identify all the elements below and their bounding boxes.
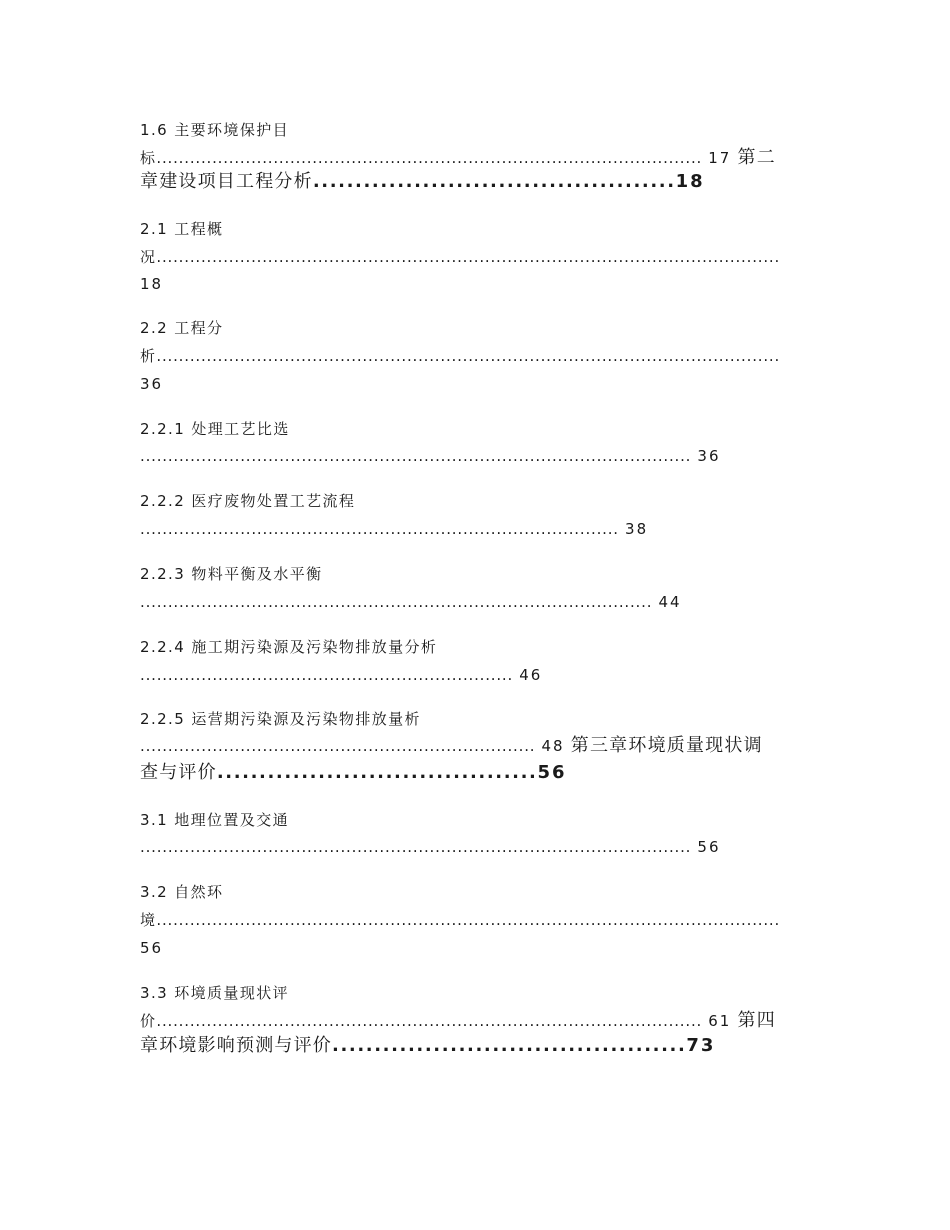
page-number: 18 <box>140 275 164 293</box>
dot-leader: ................................................................................................................ <box>156 248 781 266</box>
dot-leader: ................................................................... <box>140 666 514 684</box>
page-number: 56 <box>140 939 164 957</box>
toc-entry-3-2-page <box>140 938 163 958</box>
chapter-title: 查与评价 <box>140 762 217 783</box>
toc-entry-char: 价 <box>140 1012 157 1030</box>
chapter-title: 章环境影响预测与评价 <box>140 1035 332 1056</box>
toc-chapter-4[interactable] <box>140 1034 715 1058</box>
toc-entry-char: 析 <box>140 347 157 365</box>
page-number: 38 <box>625 520 649 538</box>
dot-leader: ...................................................................................... <box>140 520 619 538</box>
toc-entry-3-2-title <box>140 882 223 902</box>
page-number: 46 <box>519 666 543 684</box>
dot-leader: ........................................... <box>312 171 676 192</box>
page-number: 73 <box>686 1035 716 1056</box>
toc-entry-3-3-leader[interactable] <box>140 1009 810 1033</box>
toc-entry-1-6-title <box>140 120 289 140</box>
chapter-title-start: 第三章环境质量现状调 <box>570 735 763 756</box>
toc-entry-3-1-leader[interactable] <box>140 837 780 857</box>
toc-chapter-3[interactable] <box>140 761 567 785</box>
toc-entry-text: 2.2.4 施工期污染源及污染物排放量分析 <box>140 638 438 656</box>
dot-leader: .......................................... <box>332 1035 687 1056</box>
toc-entry-text: 2.2.3 物料平衡及水平衡 <box>140 565 323 583</box>
toc-entry-2-2-3-leader[interactable] <box>140 592 740 612</box>
toc-entry-2-1-title <box>140 219 223 239</box>
toc-entry-char: 况 <box>140 248 157 266</box>
dot-leader: .................................................................................................. <box>156 149 703 167</box>
toc-entry-2-2-4-leader[interactable] <box>140 665 590 685</box>
toc-entry-text: 2.2 工程分 <box>140 319 224 337</box>
toc-entry-text: 2.2.2 医疗废物处置工艺流程 <box>140 492 356 510</box>
page-number: 56 <box>537 762 567 783</box>
toc-entry-2-2-2-title <box>140 491 355 511</box>
toc-entry-text: 3.1 地理位置及交通 <box>140 811 290 829</box>
toc-entry-2-2-2-leader[interactable] <box>140 519 700 539</box>
toc-entry-text: 2.1 工程概 <box>140 220 224 238</box>
toc-entry-2-2-title <box>140 318 223 338</box>
toc-entry-text: 3.2 自然环 <box>140 883 224 901</box>
dot-leader: ............................................................................................ <box>140 593 653 611</box>
toc-entry-1-6-leader[interactable] <box>140 146 810 170</box>
toc-chapter-2[interactable] <box>140 170 705 194</box>
dot-leader: ................................................................................................... <box>140 838 692 856</box>
toc-entry-2-1-page <box>140 274 163 294</box>
toc-entry-3-2-leader[interactable] <box>140 910 810 930</box>
toc-entry-2-1-leader[interactable] <box>140 247 810 267</box>
toc-entry-char: 境 <box>140 911 157 929</box>
toc-entry-text: 2.2.1 处理工艺比选 <box>140 420 290 438</box>
dot-leader: ................................................................................................... <box>140 447 692 465</box>
chapter-title-start: 第二 <box>737 147 776 168</box>
toc-entry-2-2-page <box>140 374 163 394</box>
dot-leader: ................................................................................................................ <box>156 347 781 365</box>
page-number: 18 <box>675 171 705 192</box>
chapter-title-start: 第四 <box>737 1010 776 1031</box>
toc-entry-2-2-5-leader[interactable] <box>140 734 810 758</box>
page-number: 48 <box>541 737 565 755</box>
page-number: 61 <box>708 1012 732 1030</box>
toc-entry-3-3-title <box>140 983 289 1003</box>
toc-entry-2-2-1-leader[interactable] <box>140 446 780 466</box>
toc-entry-text: 2.2.5 运营期污染源及污染物排放量析 <box>140 710 421 728</box>
page-number: 17 <box>708 149 732 167</box>
page-number: 56 <box>697 838 721 856</box>
toc-entry-3-1-title <box>140 810 289 830</box>
toc-entry-text: 3.3 环境质量现状评 <box>140 984 290 1002</box>
chapter-title: 章建设项目工程分析 <box>140 171 313 192</box>
toc-entry-2-2-leader[interactable] <box>140 346 810 366</box>
dot-leader: ....................................................................... <box>140 737 536 755</box>
toc-entry-2-2-4-title <box>140 637 437 657</box>
dot-leader: ...................................... <box>216 762 538 783</box>
toc-entry-text: 1.6 主要环境保护目 <box>140 121 290 139</box>
page-number: 36 <box>697 447 721 465</box>
toc-entry-2-2-1-title <box>140 419 290 439</box>
toc-entry-2-2-5-title <box>140 709 421 729</box>
toc-entry-char: 标 <box>140 149 157 167</box>
page-number: 36 <box>140 375 164 393</box>
toc-entry-2-2-3-title <box>140 564 323 584</box>
dot-leader: ................................................................................................................ <box>156 911 781 929</box>
page-number: 44 <box>658 593 682 611</box>
dot-leader: .................................................................................................. <box>156 1012 703 1030</box>
